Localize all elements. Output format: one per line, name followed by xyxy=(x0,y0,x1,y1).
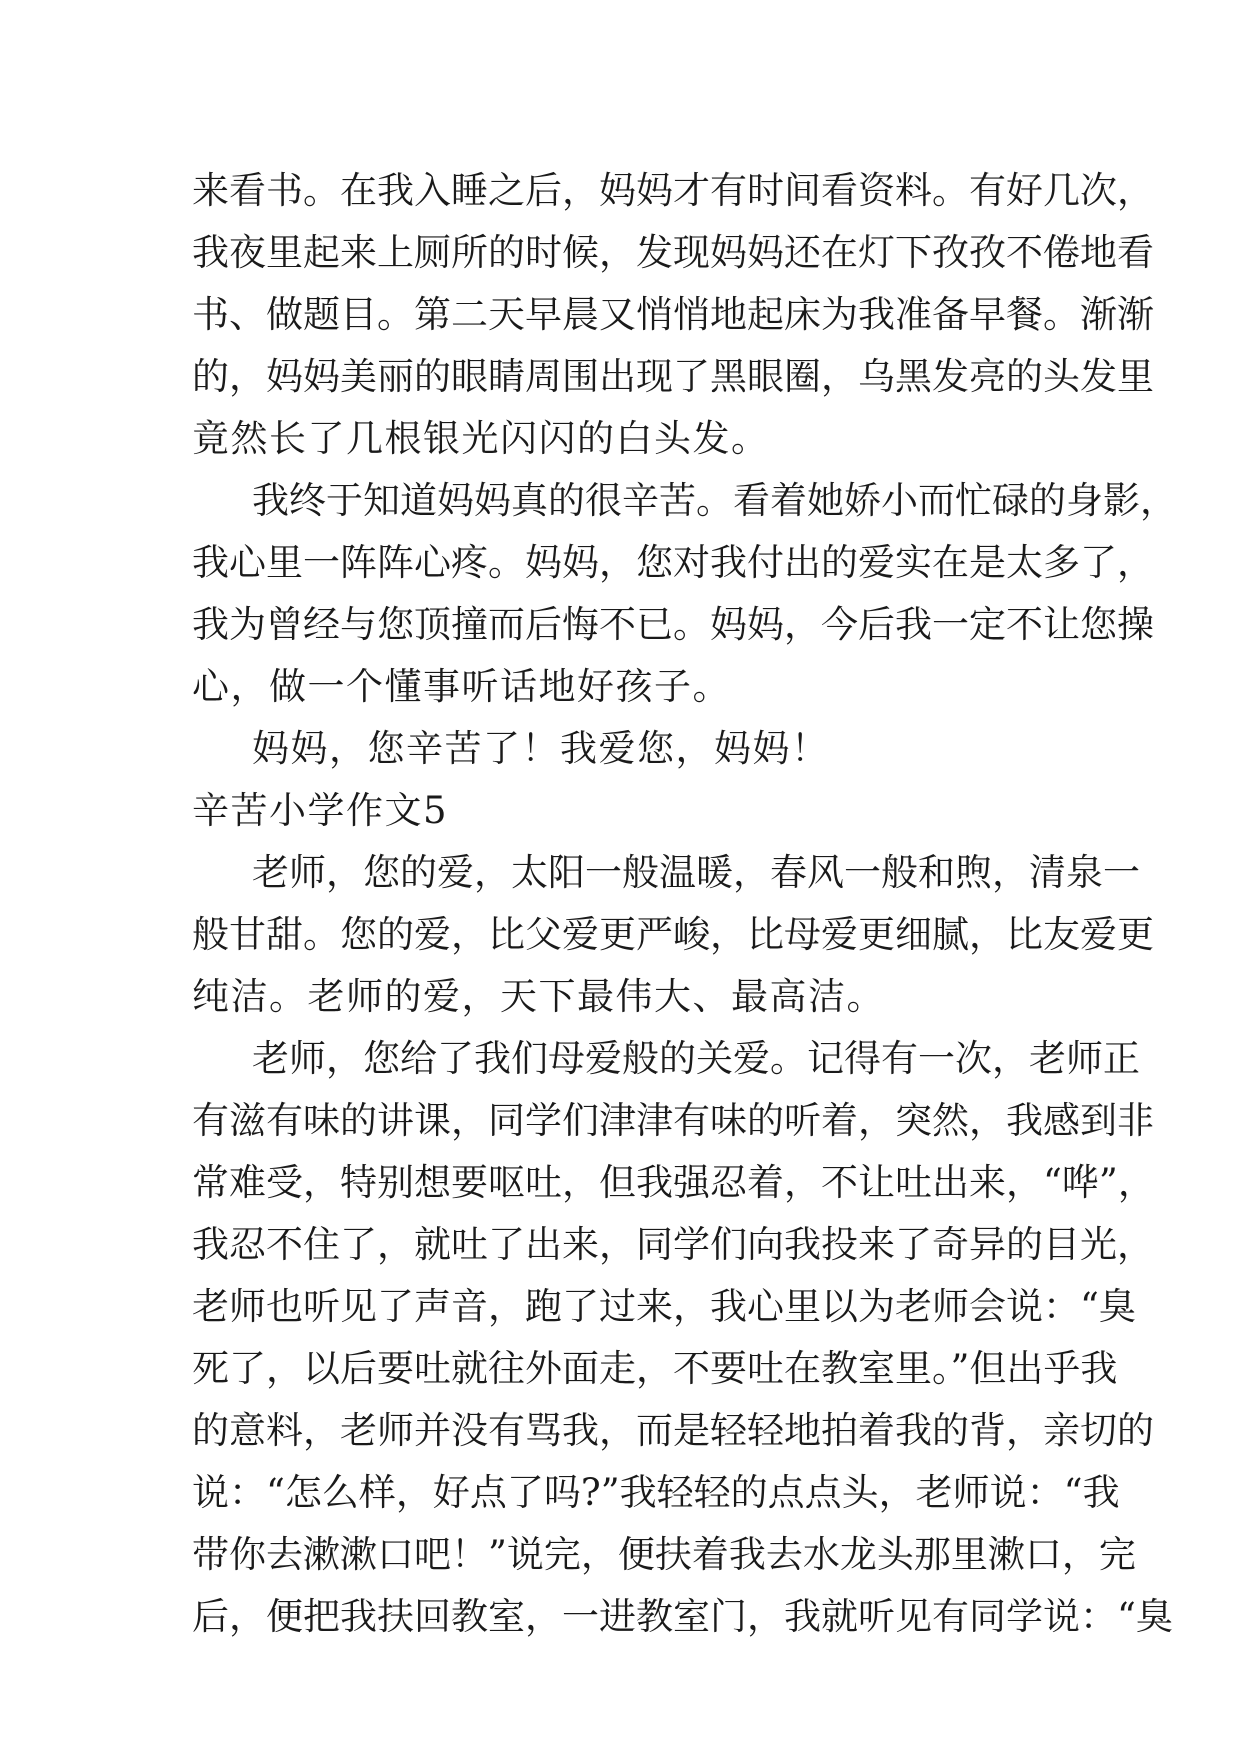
text-line: 的，妈妈美丽的眼睛周围出现了黑眼圈，乌黑发亮的头发里 xyxy=(192,355,1154,398)
text-line: 我忍不住了，就吐了出来，同学们向我投来了奇异的目光， xyxy=(192,1223,1154,1266)
text-line: 带你去漱漱口吧！”说完，便扶着我去水龙头那里漱口，完 xyxy=(192,1533,1136,1576)
text-line: 我夜里起来上厕所的时候，发现妈妈还在灯下孜孜不倦地看 xyxy=(192,231,1154,274)
paragraph xyxy=(192,842,1154,1028)
text-line: 老师，您的爱，太阳一般温暖，春风一般和煦，清泉一 xyxy=(252,851,1140,894)
text-line: 有滋有味的讲课，同学们津津有味的听着，突然，我感到非 xyxy=(192,1099,1154,1142)
text-line: 般甘甜。您的爱，比父爱更严峻，比母爱更细腻，比友爱更 xyxy=(192,913,1154,956)
text-line: 老师也听见了声音，跑了过来，我心里以为老师会说：“臭 xyxy=(192,1285,1136,1328)
text-line: 老师，您给了我们母爱般的关爱。记得有一次，老师正 xyxy=(252,1037,1140,1080)
text-line: 竟然长了几根银光闪闪的白头发。 xyxy=(192,417,770,460)
text-line: 后，便把我扶回教室，一进教室门，我就听见有同学说：“臭 xyxy=(192,1595,1173,1638)
text-line: 死了，以后要吐就往外面走，不要吐在教室里。”但出乎我 xyxy=(192,1347,1118,1390)
text-line: 我为曾经与您顶撞而后悔不已。妈妈，今后我一定不让您操 xyxy=(192,603,1154,646)
paragraph xyxy=(192,470,1177,718)
essay-body xyxy=(192,160,1177,1648)
text-line: 来看书。在我入睡之后，妈妈才有时间看资料。有好几次， xyxy=(192,169,1154,212)
text-line: 心，做一个懂事听话地好孩子。 xyxy=(192,665,731,708)
text-line: 的意料，老师并没有骂我，而是轻轻地拍着我的背，亲切的 xyxy=(192,1409,1154,1452)
paragraph xyxy=(192,160,1154,470)
text-line: 我心里一阵阵心疼。妈妈，您对我付出的爱实在是太多了， xyxy=(192,541,1154,584)
text-line: 书、做题目。第二天早晨又悄悄地起床为我准备早餐。渐渐 xyxy=(192,293,1154,336)
section-heading: 辛苦小学作文5 xyxy=(192,789,449,832)
text-line: 妈妈，您辛苦了！我爱您，妈妈！ xyxy=(252,727,830,770)
paragraph xyxy=(192,718,1072,780)
text-line: 说：“怎么样，好点了吗?”我轻轻的点点头，老师说：“我 xyxy=(192,1471,1120,1514)
paragraph xyxy=(192,1028,1173,1648)
text-line: 我终于知道妈妈真的很辛苦。看着她娇小而忙碌的身影， xyxy=(252,479,1177,522)
text-line: 常难受，特别想要呕吐，但我强忍着，不让吐出来，“哗”， xyxy=(192,1161,1155,1204)
text-line: 纯洁。老师的爱，天下最伟大、最高洁。 xyxy=(192,975,885,1018)
